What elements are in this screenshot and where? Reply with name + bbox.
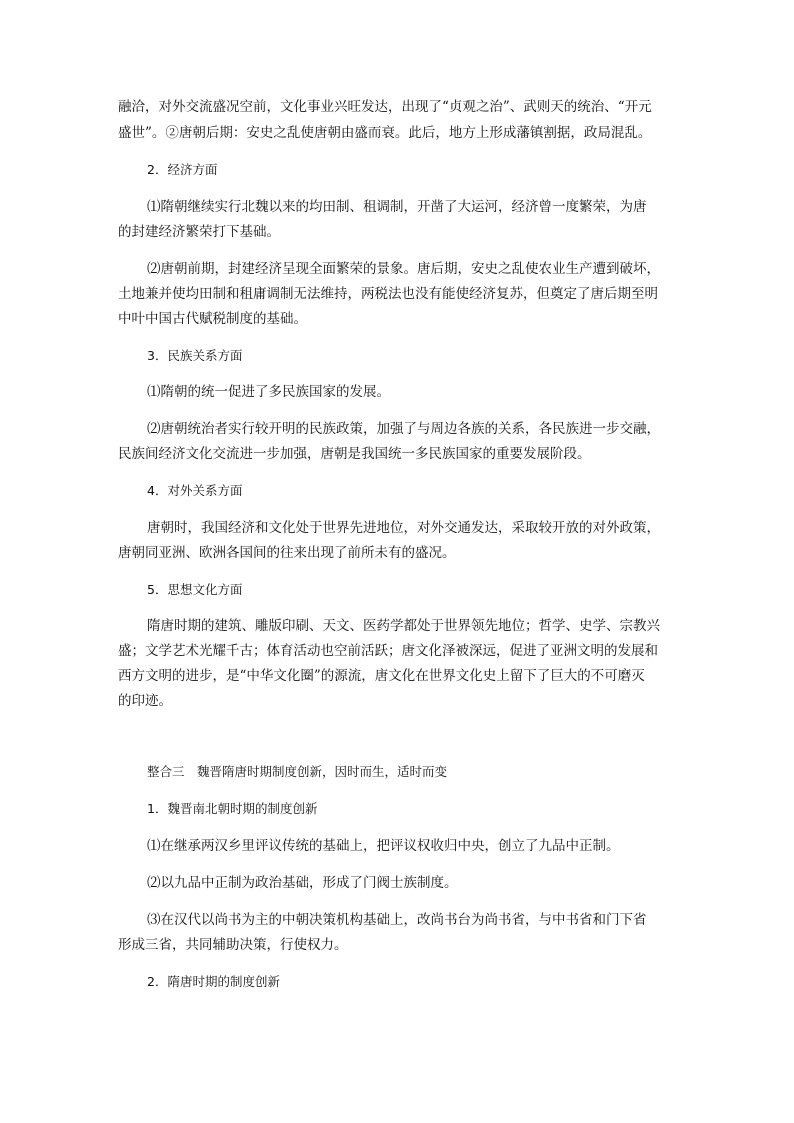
paragraph-line: 隋唐时期的建筑、雕版印刷、天文、医药学都处于世界领先地位；哲学、史学、宗教兴 xyxy=(147,618,660,634)
paragraph-line: 中叶中国古代赋税制度的基础。 xyxy=(118,311,307,327)
paragraph-line: 的封建经济繁荣打下基础。 xyxy=(118,224,280,240)
paragraph-line: ⑴隋朝的统一促进了多民族国家的发展。 xyxy=(147,384,390,400)
paragraph-line: 盛；文学艺术光耀千古；体育活动也空前活跃；唐文化泽被深远，促进了亚洲文明的发展和 xyxy=(118,643,658,659)
integration-heading: 整合三 魏晋隋唐时期制度创新，因时而生，适时而变 xyxy=(147,764,448,779)
section-heading-ethnic-relations: 3．民族关系方面 xyxy=(147,348,243,363)
paragraph-line: 土地兼并使均田制和租庸调制无法维持，两税法也没有能使经济复苏，但奠定了唐后期至明 xyxy=(118,286,658,302)
paragraph-line: 唐朝同亚洲、欧洲各国间的往来出现了前所未有的盛况。 xyxy=(118,545,456,561)
paragraph-line: 盛世”。②唐朝后期：安史之乱使唐朝由盛而衰。此后，地方上形成藩镇割据，政局混乱。 xyxy=(118,125,652,141)
paragraph-line: ⑵唐朝前期，封建经济呈现全面繁荣的景象。唐后期，安史之乱使农业生产遭到破坏， xyxy=(147,261,660,277)
paragraph-line: 民族间经济文化交流进一步加强，唐朝是我国统一多民族国家的重要发展阶段。 xyxy=(118,446,591,462)
section-heading-sui-tang: 2．隋唐时期的制度创新 xyxy=(147,974,280,989)
paragraph-line: ⑴在继承两汉乡里评议传统的基础上，把评议权收归中央，创立了九品中正制。 xyxy=(147,838,620,854)
section-heading-culture: 5．思想文化方面 xyxy=(147,582,243,597)
paragraph-line: 唐朝时，我国经济和文化处于世界先进地位，对外交通发达，采取较开放的对外政策， xyxy=(147,520,660,536)
section-heading-economy: 2．经济方面 xyxy=(147,162,218,177)
paragraph-line: 形成三省，共同辅助决策，行使权力。 xyxy=(118,937,348,953)
paragraph-line: ⑴隋朝继续实行北魏以来的均田制、租调制，开凿了大运河，经济曾一度繁荣，为唐 xyxy=(147,199,647,215)
paragraph-line: 的印迹。 xyxy=(118,693,172,709)
paragraph-line: ⑵以九品中正制为政治基础，形成了门阀士族制度。 xyxy=(147,875,458,891)
paragraph-line: ⑶在汉代以尚书为主的中朝决策机构基础上，改尚书台为尚书省，与中书省和门下省 xyxy=(147,912,647,928)
paragraph-line: 融洽，对外交流盛况空前，文化事业兴旺发达，出现了“贞观之治”、武则天的统治、“开元 xyxy=(118,99,652,115)
paragraph-line: 西方文明的进步，是“中华文化圈”的源流，唐文化在世界文化史上留下了巨大的不可磨灭 xyxy=(118,668,645,684)
section-heading-wei-jin: 1．魏晋南北朝时期的制度创新 xyxy=(147,801,318,816)
section-heading-foreign-relations: 4．对外关系方面 xyxy=(147,483,243,498)
paragraph-line: ⑵唐朝统治者实行较开明的民族政策，加强了与周边各族的关系，各民族进一步交融， xyxy=(147,421,660,437)
